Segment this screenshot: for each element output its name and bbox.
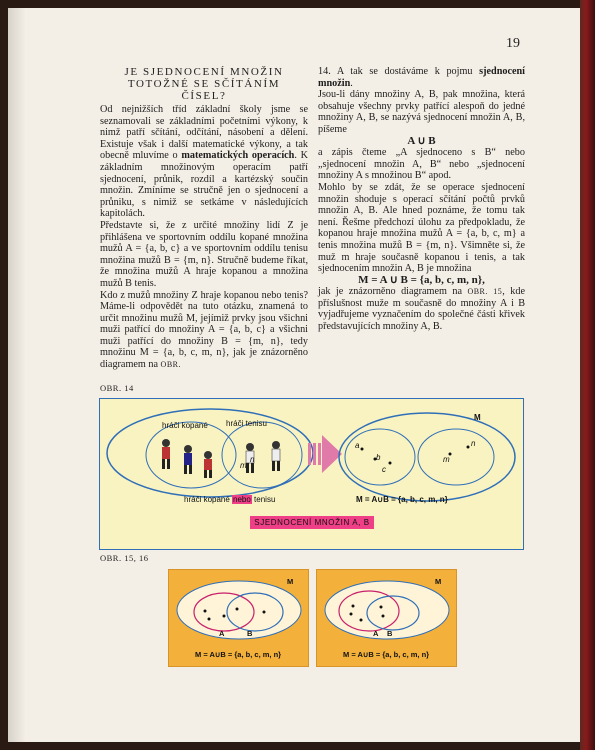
- element-b-point: [350, 613, 353, 616]
- formula-result: M = A ∪ B = {a, b, c, m, n},: [358, 273, 485, 286]
- arrow-icon: [308, 435, 342, 473]
- set-a-label: A: [373, 629, 379, 638]
- text: 14. A tak se dostáváme k pojmu: [318, 66, 480, 77]
- text: tenisu: [251, 495, 276, 504]
- left-column: [100, 66, 308, 371]
- paragraph-conclusion: [318, 286, 525, 332]
- union-result-formula: M = A∪B = {a, b, c, m, n}: [343, 650, 430, 659]
- text: , kde příslušnost muže m současně do množiny A i B vyjadřujeme vyznačením do společné části křivek představujících množiny A, B.: [318, 286, 526, 333]
- page-gutter-shadow: [8, 8, 26, 742]
- text: . K základním množinovým operacím patří sjednocení, průnik, rozdíl a kartézský součin množin. Zmíníme se stručně jen o sjednocení a průniku, s nimiž se setkáme v následujících kapitolách.: [100, 150, 308, 220]
- set-b-outline: [418, 429, 494, 485]
- set-b-label: B: [387, 629, 393, 638]
- page-number: 19: [506, 36, 520, 51]
- element-n-point: [263, 611, 266, 614]
- paragraph-concept: [318, 66, 525, 89]
- section-heading-line1: JE SJEDNOCENÍ MNOŽIN: [124, 66, 284, 78]
- term-sjednoceni-mnozin: sjednocení množin: [318, 66, 525, 89]
- set-m-label: M: [287, 577, 294, 586]
- set-m-label: M: [435, 577, 442, 586]
- figure-reference: OBR. 15: [467, 287, 503, 297]
- paragraph-example: Představte si, že z určité množiny lidí Z je přihlášena ve sportovním oddílu kopané množina mužů A = {a, b, c} a ve sportovním oddílu tenisu množina mužů B = {m, n}. Stručně budeme říkat, že množina mužů A hraje kopanou a množina mužů B tenis.: [100, 219, 308, 289]
- element-c-point: [223, 615, 226, 618]
- element-m-photo-label: m: [240, 461, 247, 470]
- right-column: [318, 66, 525, 333]
- figure-14-label: OBR. 14: [100, 383, 134, 393]
- figure-reference: OBR.: [160, 360, 181, 370]
- union-result-formula: M = A∪B = {a, b, c, m, n}: [195, 650, 282, 659]
- element-c-label: c: [382, 465, 386, 474]
- element-c-point: [389, 462, 392, 465]
- figure-15-16-label: OBR. 15, 16: [100, 553, 149, 563]
- set-a-label: A: [219, 629, 225, 638]
- element-a-point: [361, 448, 364, 451]
- figure-15: [168, 569, 309, 667]
- figure-16: [316, 569, 457, 667]
- text: jak je znázorněno diagramem na: [318, 286, 468, 298]
- set-m-label: M: [474, 413, 481, 422]
- union-legend: [184, 495, 275, 504]
- element-n-label: n: [471, 439, 476, 448]
- element-c-point: [360, 619, 363, 622]
- element-b-point: [208, 618, 211, 621]
- tennis-players-label: hráči tenisu: [226, 419, 267, 428]
- union-result-formula: M = A∪B = {a, b, c, m, n}: [356, 495, 448, 504]
- element-a-point: [352, 605, 355, 608]
- paragraph-definition: Jsou-li dány množiny A, B, pak množina, která obsahuje všechny prvky patřící alespoň do jedné množiny A, B, se nazývá sjednocení množin A, B, píšeme: [318, 89, 525, 135]
- formula-union: A ∪ B: [407, 134, 436, 147]
- paragraph-reading: a zápis čteme „A sjednoceno s B“ nebo „sjednocení množin A, B“ nebo „sjednocení množiny A s množinou B“ apod.: [318, 147, 525, 182]
- term-matematicke-operace: matematických operacích: [181, 150, 295, 162]
- book-cover-edge: [580, 0, 595, 750]
- element-n-photo-label: n: [250, 455, 255, 464]
- text: Od nejnižších tříd základní školy jsme se seznamovali se základními početními výkony, k nimž patří sčítání, odčítání, násobení a dělení. Existuje však i další matematické výkony, a tak obecně mluvíme o: [100, 104, 308, 162]
- paragraph-question: [100, 290, 308, 371]
- element-a-label: a: [355, 441, 360, 450]
- set-m-outline: [339, 413, 515, 501]
- section-heading-line3: ČÍSEL?: [181, 90, 227, 102]
- element-a-point: [204, 610, 207, 613]
- highlighted-word-nebo: nebo: [233, 495, 251, 504]
- text: .: [350, 77, 353, 89]
- element-n-point: [467, 446, 470, 449]
- element-b-label: b: [376, 453, 381, 462]
- paragraph-intro: [100, 104, 308, 220]
- section-heading-line2: TOTOŽNÉ SE SČÍTÁNÍM: [127, 78, 281, 90]
- football-players-illustration: [162, 439, 212, 478]
- tennis-group: [222, 422, 302, 488]
- set-b-label: B: [247, 629, 253, 638]
- football-players-label: hráči kopané: [162, 421, 208, 430]
- text: Kdo z mužů množiny Z hraje kopanou nebo tenis? Máme-li odpovědět na tuto otázku, znamená to určit množinu mužů M, jejímiž prvky jsou všichni muži patřící do množiny A = {a, b, c} a všichni muži patřící do množiny B = {m, n}, tedy množinu M = {a, b, c, m, n}, jak je znázorněno diagramem na: [100, 289, 308, 371]
- figure-14-caption: SJEDNOCENÍ MNOŽIN A, B: [250, 516, 374, 529]
- element-m-point: [236, 608, 239, 611]
- paragraph-comparison: Mohlo by se zdát, že se operace sjednocení množin shoduje s operací sčítání počtů prvků množin A, B. Ale hned poznáme, že tomu tak není. Řešme předchozí úlohu za předpokladu, že kopanou hraje množina mužů A = {a, b, c, m} a tenis množina mužů B = {m, n}. Všimněte si, že muž m hraje současně kopanou i tenis, a tak sjednocením množin A, B je množina: [318, 181, 525, 275]
- element-m-point: [380, 606, 383, 609]
- text: hráči kopané: [184, 495, 233, 504]
- element-n-point: [382, 615, 385, 618]
- element-m-label: m: [443, 455, 450, 464]
